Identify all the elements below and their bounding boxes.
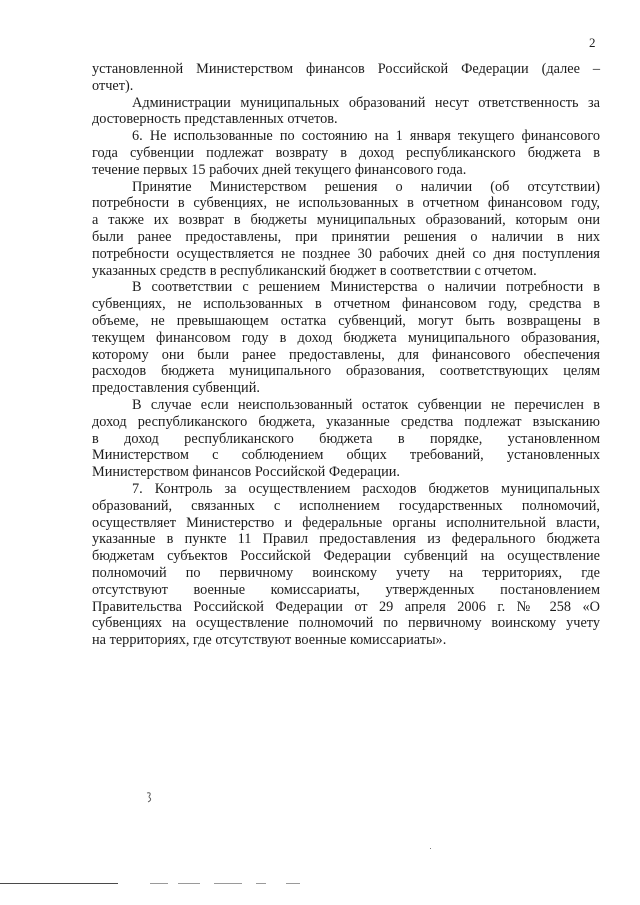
text-line: установленной Министерством финансов Российской Федерации (далее – [92,61,600,77]
text-line: объеме, не превышающем остатка субвенций, могут быть возвращены в [92,312,600,329]
text-line: осуществляет Министерство и федеральные органы исполнительной власти, [92,514,600,531]
text-line: потребности осуществляется не позднее 30 рабочих дней со дня поступления [92,245,600,262]
scan-artifact-dash [150,883,168,884]
paragraph [92,481,600,649]
text-line: течение первых 15 рабочих дней текущего финансового года. [92,161,467,178]
scan-artifact-dash [256,883,266,884]
text-line: образований, связанных с исполнением государственных полномочий, [92,497,600,514]
scan-artifact-line [0,883,118,884]
text-line: достоверность представленных отчетов. [92,111,338,128]
page-number: 2 [589,35,596,50]
paragraph [92,128,600,178]
scan-artifact-dash [286,883,300,884]
text-line: Министерством с соблюдением общих требований, установленных [92,447,600,464]
text-line: в доход республиканского бюджета в порядке, установленном [92,430,600,447]
text-line: субвенциях, не использованных в отчетном финансовом году, средства в [92,296,600,313]
text-line: 7. Контроль за осуществлением расходов бюджетов муниципальных [132,480,600,497]
text-line: отчет). [92,77,134,94]
text-line: предоставления субвенций. [92,380,260,397]
paragraph [92,61,600,95]
text-line: указанные в пункте 11 Правил предоставления из федерального бюджета [92,531,600,548]
text-line: субвенциях на осуществление полномочий по первичному воинскому учету [92,615,600,632]
paragraph [92,179,600,280]
text-line: 6. Не использованные по состоянию на 1 января текущего финансового [132,128,600,145]
text-line: текущем финансовом году в доход бюджета муниципального образования, [92,329,600,346]
document-body [92,61,600,649]
text-line: бюджетам субъектов Российской Федерации субвенций на осуществление [92,548,600,565]
text-line: потребности в субвенциях, не использованных в отчетном финансовом году, [92,195,600,212]
text-line: доход республиканского бюджета, указанные средства подлежат взысканию [92,413,600,430]
text-line: Министерством финансов Российской Федерации. [92,464,401,481]
scan-artifact-dash [178,883,200,884]
text-line: Администрации муниципальных образований несут ответственность за [132,94,600,111]
text-line: были ранее предоставлены, при принятии решения о наличии в них [92,228,600,245]
text-line: на территориях, где отсутствуют военные комиссариаты». [92,632,447,649]
text-line: расходов бюджета муниципального образования, соответствующих целям [92,363,600,380]
text-line: а также их возврат в бюджеты муниципальных образований, которым они [92,212,600,229]
text-line: отсутствуют военные комиссариаты, утвержденных постановлением [92,581,600,598]
scan-artifact-dash [214,883,242,884]
paragraph [92,279,600,397]
paragraph [92,397,600,481]
text-line: Принятие Министерством решения о наличии (об отсутствии) [132,178,600,195]
text-line: полномочий по первичному воинскому учету на территориях, где [92,564,600,581]
paragraph [92,95,600,129]
text-line: которому они были ранее предоставлены, для финансового обеспечения [92,346,600,363]
text-line: года субвенции подлежат возврату в доход республиканского бюджета в [92,144,600,161]
text-line: указанных средств в республиканский бюджет в соответствии с отчетом. [92,262,537,279]
text-line: В соответствии с решением Министерства о наличии потребности в [132,279,600,296]
scan-artifact-dot [430,848,431,849]
text-line: Правительства Российской Федерации от 29 апреля 2006 г. № 258 «О [92,598,600,615]
text-line: В случае если неиспользованный остаток субвенции не перечислен в [132,396,600,413]
scan-artifact-mark [145,791,153,803]
